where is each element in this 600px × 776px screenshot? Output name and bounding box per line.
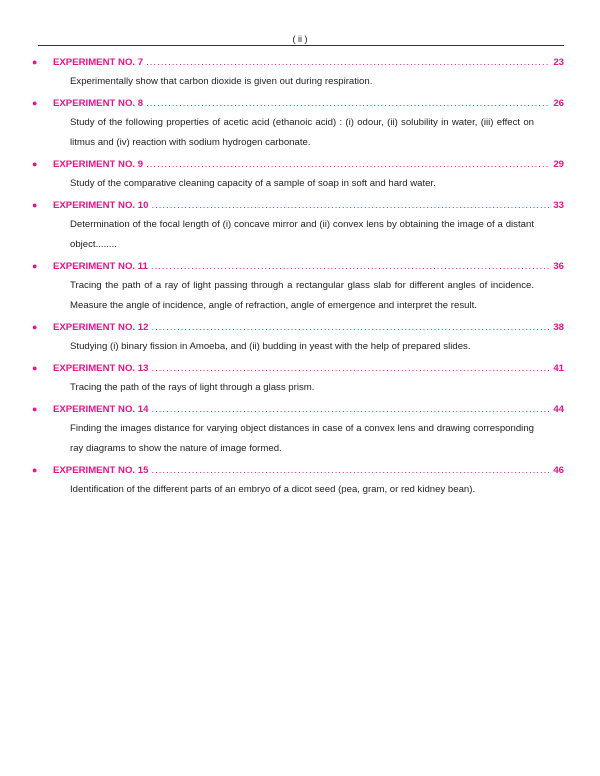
toc-entry	[32, 52, 564, 93]
toc-entry-heading[interactable]	[32, 399, 564, 419]
page-number: 26	[553, 98, 564, 109]
toc-entry	[32, 154, 564, 195]
table-of-contents	[32, 52, 564, 501]
experiment-description: Experimentally show that carbon dioxide is given out during respiration.	[70, 76, 373, 87]
experiment-title: EXPERIMENT NO. 7	[53, 57, 144, 68]
page-number: 41	[553, 363, 564, 374]
dot-leader	[151, 400, 550, 420]
experiment-title: EXPERIMENT NO. 11	[53, 261, 148, 272]
bullet-icon: ●	[32, 404, 38, 414]
bullet-icon: ●	[32, 200, 38, 210]
experiment-title: EXPERIMENT NO. 12	[53, 322, 149, 333]
toc-entry-heading[interactable]	[32, 52, 564, 72]
experiment-description: Studying (i) binary fission in Amoeba, and (ii) budding in yeast with the help of prepared slides.	[70, 341, 471, 352]
page-number: 38	[553, 322, 564, 333]
experiment-description: Finding the images distance for varying object distances in case of a convex lens and drawing corresponding ray diagrams to show the nature of image formed.	[70, 423, 534, 454]
header-rule	[38, 45, 564, 46]
toc-entry-heading[interactable]	[32, 93, 564, 113]
toc-entry-heading[interactable]	[32, 256, 564, 276]
toc-entry	[32, 460, 564, 501]
bullet-icon: ●	[32, 261, 38, 271]
experiment-title: EXPERIMENT NO. 8	[53, 98, 144, 109]
toc-entry	[32, 256, 564, 317]
bullet-icon: ●	[32, 465, 38, 475]
dot-leader	[151, 318, 550, 338]
dot-leader	[151, 196, 550, 216]
bullet-icon: ●	[32, 363, 38, 373]
page-number: 23	[553, 57, 564, 68]
dot-leader	[146, 94, 550, 114]
bullet-icon: ●	[32, 159, 38, 169]
toc-entry	[32, 93, 564, 154]
experiment-description: Tracing the path of a ray of light passing through a rectangular glass slab for different angles of incidence. Measure the angle of incidence, angle of refraction, angle of emergence and interpret the result.	[70, 280, 534, 311]
bullet-icon: ●	[32, 98, 38, 108]
page-number: 44	[553, 404, 564, 415]
page-number: 46	[553, 465, 564, 476]
toc-entry-heading[interactable]	[32, 317, 564, 337]
bullet-icon: ●	[32, 322, 38, 332]
toc-entry-heading[interactable]	[32, 195, 564, 215]
experiment-title: EXPERIMENT NO. 15	[53, 465, 149, 476]
dot-leader	[151, 257, 550, 277]
dot-leader	[146, 53, 550, 73]
toc-entry-heading[interactable]	[32, 460, 564, 480]
experiment-title: EXPERIMENT NO. 9	[53, 159, 144, 170]
bullet-icon: ●	[32, 57, 38, 67]
toc-entry	[32, 317, 564, 358]
experiment-title: EXPERIMENT NO. 10	[53, 200, 149, 211]
experiment-title: EXPERIMENT NO. 13	[53, 363, 149, 374]
experiment-description: Determination of the focal length of (i) concave mirror and (ii) convex lens by obtaining the image of a distant object........	[70, 219, 534, 250]
dot-leader	[151, 461, 550, 481]
dot-leader	[151, 359, 550, 379]
toc-entry	[32, 358, 564, 399]
page-number: 33	[553, 200, 564, 211]
experiment-description: Tracing the path of the rays of light through a glass prism.	[70, 382, 315, 393]
experiment-description: Study of the comparative cleaning capacity of a sample of soap in soft and hard water.	[70, 178, 436, 189]
experiment-description: Study of the following properties of acetic acid (ethanoic acid) : (i) odour, (ii) solubility in water, (iii) effect on litmus and (iv) reaction with sodium hydrogen carbonate.	[70, 117, 534, 148]
toc-entry	[32, 195, 564, 256]
experiment-title: EXPERIMENT NO. 14	[53, 404, 149, 415]
toc-entry-heading[interactable]	[32, 154, 564, 174]
experiment-description: Identification of the different parts of an embryo of a dicot seed (pea, gram, or red kidney bean).	[70, 484, 476, 495]
page-number: 36	[553, 261, 564, 272]
dot-leader	[146, 155, 550, 175]
toc-entry	[32, 399, 564, 460]
page-number-label: ( ii )	[292, 34, 308, 44]
page-number: 29	[553, 159, 564, 170]
toc-entry-heading[interactable]	[32, 358, 564, 378]
